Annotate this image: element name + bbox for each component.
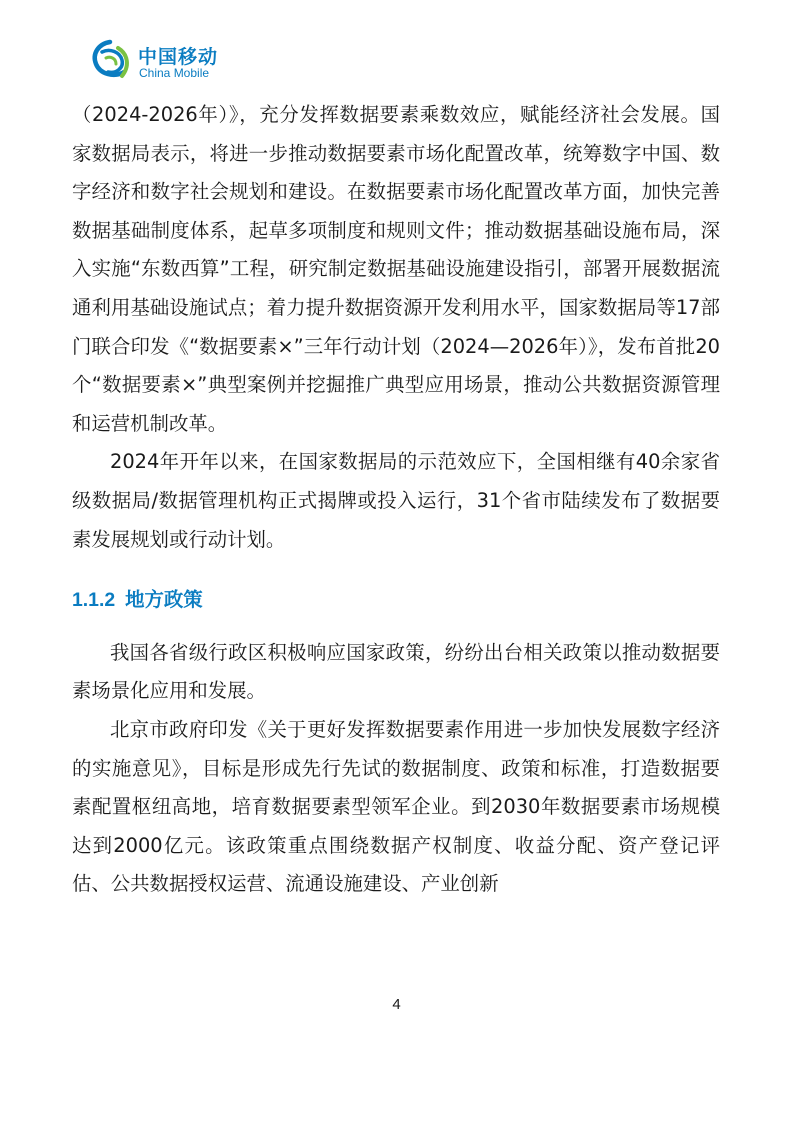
page-content: [72, 96, 720, 904]
paragraph-provincial-response: 我国各省级行政区积极响应国家政策，纷纷出台相关政策以推动数据要素场景化应用和发展。: [72, 640, 720, 703]
china-mobile-logo-icon: [88, 38, 132, 84]
logo-english-name: China Mobile: [139, 66, 210, 80]
paragraph-beijing-policy: 北京市政府印发《关于更好发挥数据要素作用进一步加快发展数字经济的实施意见》，目标是形成先行先试的数据制度、政策和标准，打造数据要素配置枢纽高地，培育数据要素型领军企业。到2030年数据要素市场规模达到2000亿元。该政策重点围绕数据产权制度、收益分配、资产登记评估、公共数据授权运营、流通设施建设、产业创新: [72, 717, 720, 896]
paragraph-provincial-bureaus: 2024年开年以来，在国家数据局的示范效应下，全国相继有40余家省级数据局/数据管理机构正式揭牌或投入运行，31个省市陆续发布了数据要素发展规划或行动计划。: [72, 450, 720, 551]
page-number: 4: [392, 996, 401, 1013]
logo-chinese-name: 中国移动: [138, 46, 219, 68]
section-number: 1.1.2: [72, 589, 116, 612]
header-logo: [88, 38, 248, 86]
section-heading: [72, 581, 720, 620]
section-title: 地方政策: [125, 589, 203, 612]
paragraph-national-data-bureau: （2024-2026年）》，充分发挥数据要素乘数效应，赋能经济社会发展。国家数据局表示，将进一步推动数据要素市场化配置改革，统筹数字中国、数字经济和数字社会规划和建设。在数据要素市场化配置改革方面，加快完善数据基础制度体系，起草多项制度和规则文件；推动数据基础设施布局，深入实施“东数西算”工程，研究制定数据基础设施建设指引，部署开展数据流通利用基础设施试点；着力提升数据资源开发利用水平，国家数据局等17部门联合印发《“数据要素×”三年行动计划（2024—2026年）》，发布首批20个“数据要素×”典型案例并挖掘推广典型应用场景，推动公共数据资源管理和运营机制改革。: [72, 103, 720, 435]
